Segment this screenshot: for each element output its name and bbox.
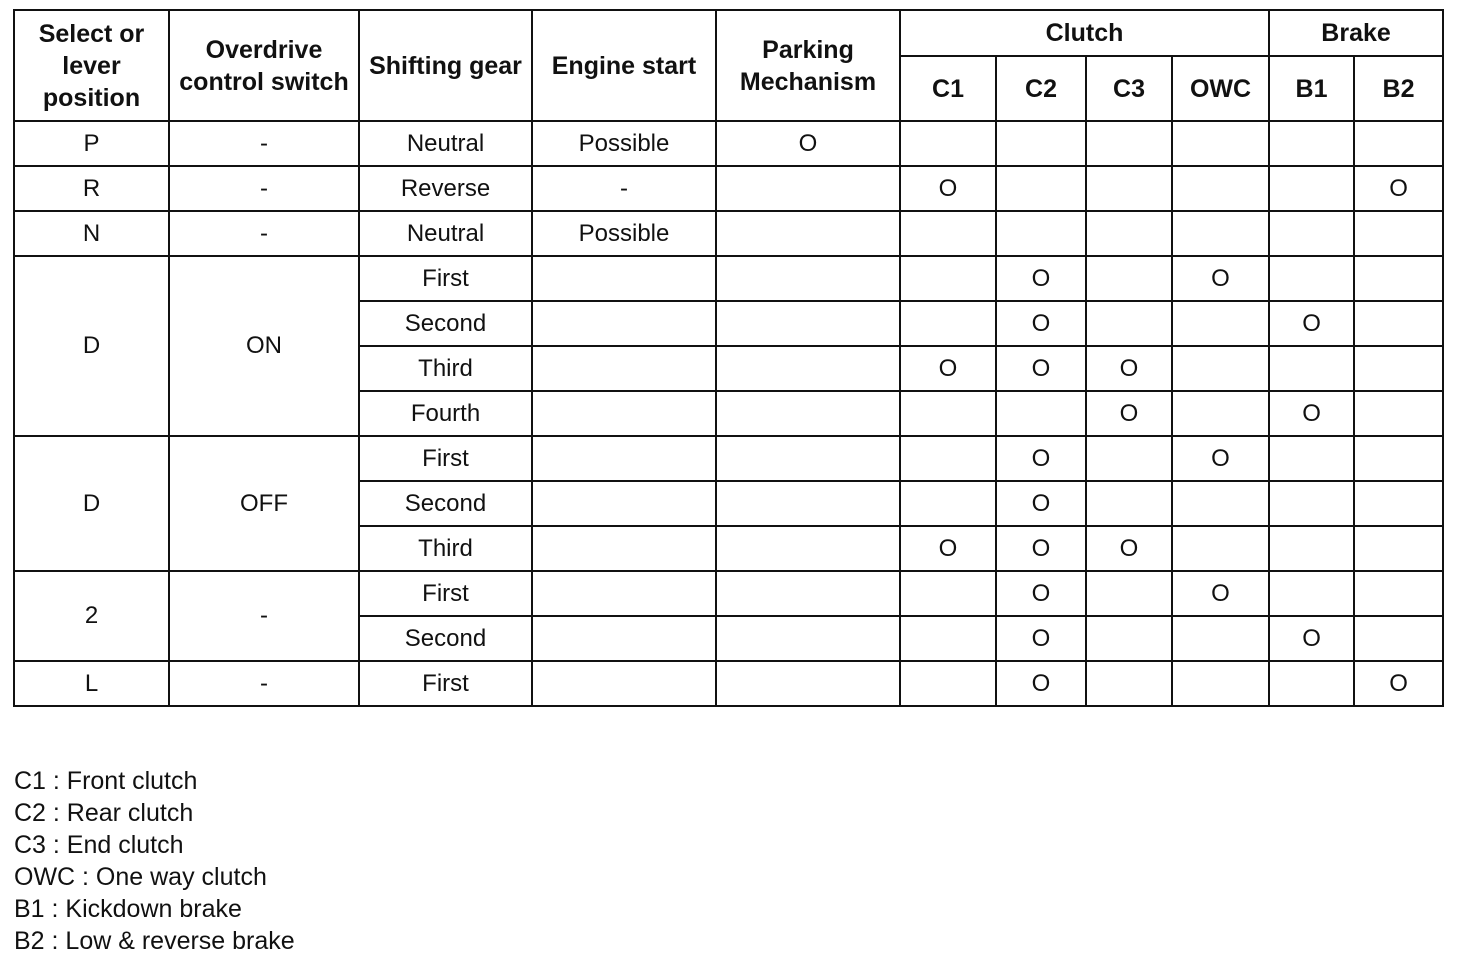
cell-b2 <box>1354 526 1443 571</box>
cell-c2: O <box>996 526 1086 571</box>
cell-overdrive-switch: - <box>169 121 359 166</box>
cell-owc: O <box>1172 436 1269 481</box>
cell-owc <box>1172 526 1269 571</box>
cell-owc <box>1172 481 1269 526</box>
legend-item-c1: C1 : Front clutch <box>14 767 198 795</box>
header-c3: C3 <box>1086 56 1172 121</box>
cell-b2 <box>1354 436 1443 481</box>
cell-c1: O <box>900 166 996 211</box>
cell-owc <box>1172 166 1269 211</box>
cell-c1 <box>900 616 996 661</box>
table-body <box>14 121 1443 706</box>
cell-select-position: D <box>14 436 169 571</box>
cell-engine <box>532 526 716 571</box>
cell-c3 <box>1086 571 1172 616</box>
cell-owc <box>1172 616 1269 661</box>
legend-item-owc: OWC : One way clutch <box>14 863 267 891</box>
cell-owc: O <box>1172 256 1269 301</box>
cell-engine: Possible <box>532 211 716 256</box>
cell-c1 <box>900 256 996 301</box>
cell-select-position: P <box>14 121 169 166</box>
cell-b1 <box>1269 121 1354 166</box>
cell-c2 <box>996 166 1086 211</box>
cell-owc <box>1172 346 1269 391</box>
cell-owc <box>1172 391 1269 436</box>
cell-c1 <box>900 436 996 481</box>
cell-b2 <box>1354 301 1443 346</box>
legend-item-c3: C3 : End clutch <box>14 831 184 859</box>
cell-owc <box>1172 121 1269 166</box>
cell-c1 <box>900 121 996 166</box>
cell-parking <box>716 481 900 526</box>
cell-parking <box>716 436 900 481</box>
cell-select-position: 2 <box>14 571 169 661</box>
cell-engine <box>532 616 716 661</box>
cell-parking <box>716 346 900 391</box>
cell-b1 <box>1269 166 1354 211</box>
cell-parking <box>716 661 900 706</box>
cell-shifting-gear: Third <box>359 526 532 571</box>
cell-overdrive-switch: - <box>169 166 359 211</box>
cell-select-position: R <box>14 166 169 211</box>
cell-parking <box>716 166 900 211</box>
cell-b1 <box>1269 481 1354 526</box>
cell-c2: O <box>996 616 1086 661</box>
cell-b2 <box>1354 211 1443 256</box>
cell-overdrive-switch: - <box>169 661 359 706</box>
cell-shifting-gear: Neutral <box>359 121 532 166</box>
cell-parking <box>716 301 900 346</box>
cell-b2 <box>1354 391 1443 436</box>
cell-shifting-gear: First <box>359 436 532 481</box>
cell-c1 <box>900 391 996 436</box>
cell-b1: O <box>1269 301 1354 346</box>
cell-b1 <box>1269 526 1354 571</box>
table-row <box>14 211 1443 256</box>
cell-engine <box>532 436 716 481</box>
cell-shifting-gear: Second <box>359 481 532 526</box>
header-owc: OWC <box>1172 56 1269 121</box>
cell-engine <box>532 571 716 616</box>
table-row <box>14 166 1443 211</box>
cell-c1: O <box>900 526 996 571</box>
cell-c3 <box>1086 166 1172 211</box>
cell-engine <box>532 346 716 391</box>
header-c1: C1 <box>900 56 996 121</box>
cell-c3 <box>1086 301 1172 346</box>
cell-overdrive-switch: - <box>169 211 359 256</box>
cell-engine <box>532 256 716 301</box>
cell-b1 <box>1269 661 1354 706</box>
cell-c1 <box>900 211 996 256</box>
cell-shifting-gear: Third <box>359 346 532 391</box>
cell-select-position: D <box>14 256 169 436</box>
legend-item-b2: B2 : Low & reverse brake <box>14 927 295 955</box>
table-row <box>14 256 1443 301</box>
cell-c2 <box>996 121 1086 166</box>
cell-c2: O <box>996 301 1086 346</box>
cell-b2 <box>1354 121 1443 166</box>
cell-shifting-gear: Second <box>359 616 532 661</box>
cell-c2 <box>996 391 1086 436</box>
cell-b2: O <box>1354 166 1443 211</box>
cell-shifting-gear: Second <box>359 301 532 346</box>
cell-c3 <box>1086 481 1172 526</box>
cell-owc <box>1172 211 1269 256</box>
cell-b1: O <box>1269 391 1354 436</box>
table-row <box>14 661 1443 706</box>
cell-owc: O <box>1172 571 1269 616</box>
cell-c1 <box>900 481 996 526</box>
cell-shifting-gear: Fourth <box>359 391 532 436</box>
cell-overdrive-switch: OFF <box>169 436 359 571</box>
header-c2: C2 <box>996 56 1086 121</box>
header-brake-group: Brake <box>1269 10 1443 56</box>
cell-shifting-gear: First <box>359 256 532 301</box>
cell-b1 <box>1269 571 1354 616</box>
cell-parking <box>716 391 900 436</box>
legend-item-c2: C2 : Rear clutch <box>14 799 194 827</box>
cell-engine <box>532 481 716 526</box>
cell-parking: O <box>716 121 900 166</box>
cell-c3: O <box>1086 526 1172 571</box>
cell-c2: O <box>996 571 1086 616</box>
cell-c2: O <box>996 661 1086 706</box>
table-row <box>14 121 1443 166</box>
cell-owc <box>1172 661 1269 706</box>
cell-engine <box>532 661 716 706</box>
cell-parking <box>716 616 900 661</box>
cell-b2 <box>1354 346 1443 391</box>
table-row <box>14 436 1443 481</box>
cell-shifting-gear: First <box>359 661 532 706</box>
cell-c3: O <box>1086 391 1172 436</box>
cell-c3: O <box>1086 346 1172 391</box>
cell-b1 <box>1269 211 1354 256</box>
cell-c1: O <box>900 346 996 391</box>
header-select-lever-position: Select or lever position <box>14 10 169 121</box>
cell-b2: O <box>1354 661 1443 706</box>
cell-shifting-gear: First <box>359 571 532 616</box>
cell-c2: O <box>996 256 1086 301</box>
cell-c1 <box>900 661 996 706</box>
cell-engine: - <box>532 166 716 211</box>
header-clutch-group: Clutch <box>900 10 1269 56</box>
cell-b2 <box>1354 481 1443 526</box>
cell-c3 <box>1086 616 1172 661</box>
cell-b1 <box>1269 346 1354 391</box>
legend-item-b1: B1 : Kickdown brake <box>14 895 242 923</box>
header-parking-mechanism: Parking Mechanism <box>716 10 900 121</box>
cell-shifting-gear: Reverse <box>359 166 532 211</box>
cell-parking <box>716 526 900 571</box>
cell-overdrive-switch: ON <box>169 256 359 436</box>
cell-c2: O <box>996 346 1086 391</box>
cell-engine <box>532 301 716 346</box>
cell-engine: Possible <box>532 121 716 166</box>
cell-c2: O <box>996 481 1086 526</box>
legend <box>14 765 295 957</box>
cell-parking <box>716 211 900 256</box>
cell-b1 <box>1269 436 1354 481</box>
header-engine-start: Engine start <box>532 10 716 121</box>
cell-c3 <box>1086 436 1172 481</box>
header-overdrive-control-switch: Overdrive control switch <box>169 10 359 121</box>
cell-b1 <box>1269 256 1354 301</box>
cell-c3 <box>1086 661 1172 706</box>
cell-overdrive-switch: - <box>169 571 359 661</box>
cell-b1: O <box>1269 616 1354 661</box>
cell-c3 <box>1086 256 1172 301</box>
cell-parking <box>716 256 900 301</box>
cell-c1 <box>900 301 996 346</box>
table-row <box>14 571 1443 616</box>
cell-b2 <box>1354 571 1443 616</box>
header-b1: B1 <box>1269 56 1354 121</box>
shift-position-table <box>13 9 1444 707</box>
cell-c1 <box>900 571 996 616</box>
cell-owc <box>1172 301 1269 346</box>
cell-c3 <box>1086 121 1172 166</box>
header-b2: B2 <box>1354 56 1443 121</box>
cell-b2 <box>1354 616 1443 661</box>
cell-c2 <box>996 211 1086 256</box>
cell-engine <box>532 391 716 436</box>
cell-b2 <box>1354 256 1443 301</box>
cell-c2: O <box>996 436 1086 481</box>
cell-c3 <box>1086 211 1172 256</box>
cell-parking <box>716 571 900 616</box>
cell-select-position: N <box>14 211 169 256</box>
cell-shifting-gear: Neutral <box>359 211 532 256</box>
cell-select-position: L <box>14 661 169 706</box>
header-shifting-gear: Shifting gear <box>359 10 532 121</box>
